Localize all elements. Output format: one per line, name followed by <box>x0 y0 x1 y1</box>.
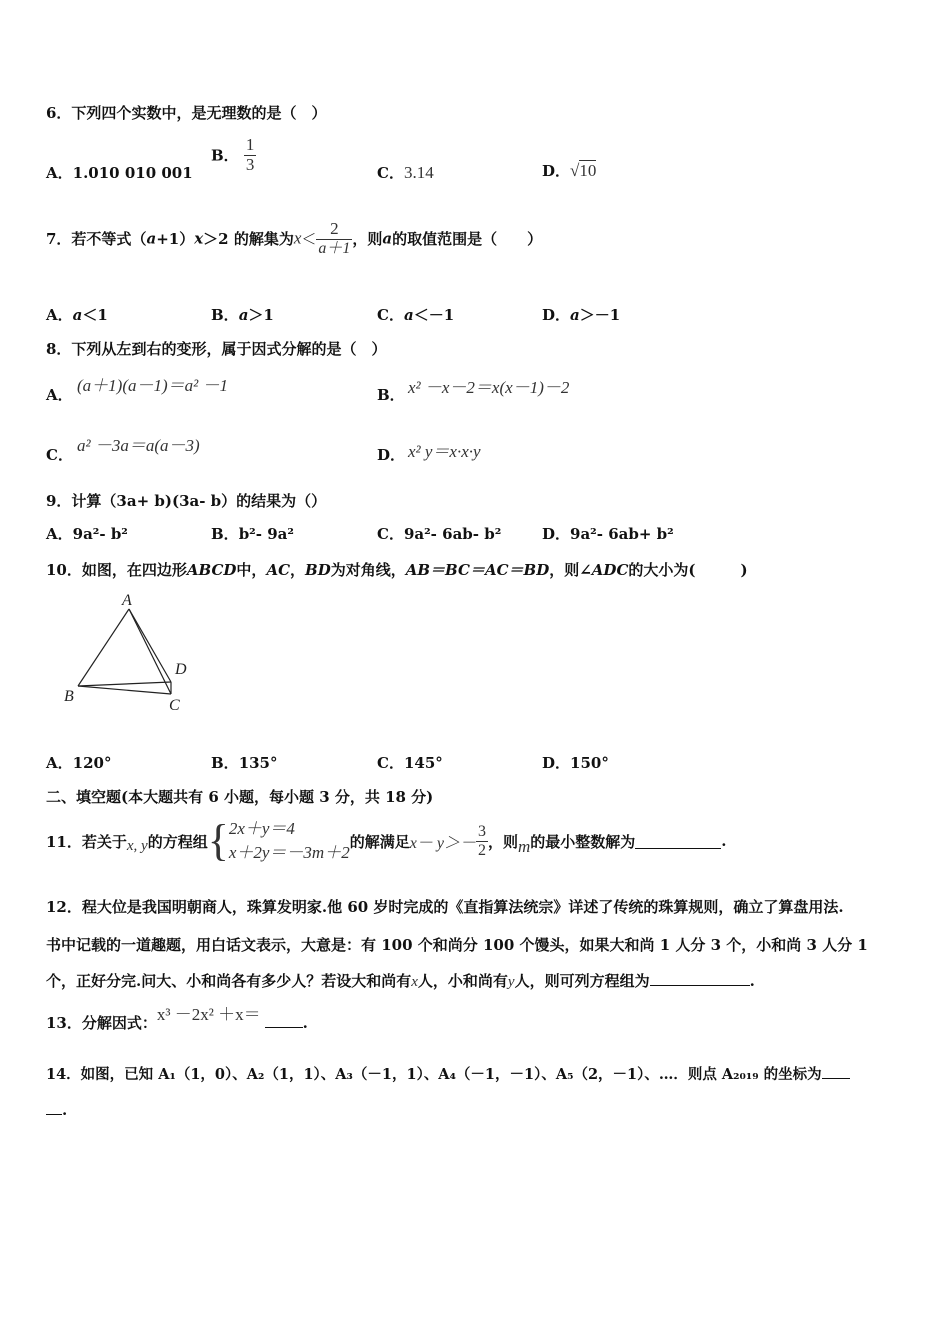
q11-condition: x－ y＞－ <box>409 834 476 852</box>
q9-option-d-value: 9a²- 6ab+ b² <box>570 525 674 543</box>
q10-label-d: D <box>175 661 187 678</box>
q11-equations <box>229 817 350 865</box>
question-9-stem: 9．计算（3a+ b)(3a- b）的结果为（） <box>46 492 327 510</box>
q7-option-b-value: ＞1 <box>248 306 274 324</box>
q11-equation-system <box>208 817 350 865</box>
q10-label-c: C <box>169 697 180 714</box>
q10-option-d-label: D． <box>542 754 571 772</box>
q7-text-5: 的取值范围是（ ） <box>392 230 543 249</box>
q10-option-c[interactable] <box>377 752 443 773</box>
q8-option-c-label[interactable]: C． <box>46 446 73 464</box>
q10-option-a-value: 120° <box>72 754 112 772</box>
q12-answer-blank[interactable] <box>650 971 750 986</box>
q7-option-b-label: B． <box>211 306 239 324</box>
q14-text: 14．如图，已知 A₁（1，0）、A₂（1，1）、A₃（－1，1）、A₄（－1，－1）、A₅（2，－1）、…．则点 A₂₀₁₉ 的坐标为 <box>46 1066 822 1083</box>
q6-option-b[interactable] <box>211 136 256 174</box>
q6-option-b-fraction <box>244 136 257 174</box>
q9-option-d-label: D． <box>542 525 571 543</box>
q7-fraction <box>316 220 352 257</box>
q10-option-d-value: 150° <box>570 754 609 772</box>
q7-text-4: ，则 <box>352 230 383 249</box>
section-2-heading: 二、填空题(本大题共有 6 小题，每小题 3 分，共 18 分) <box>46 788 434 806</box>
q10-option-c-value: 145° <box>403 754 443 772</box>
q10-quadrilateral-figure <box>58 588 198 718</box>
q7-option-c-value: ＜－1 <box>413 306 455 324</box>
q7-option-d[interactable] <box>542 304 620 325</box>
q8-option-d-expr: x² y＝x·x·y <box>408 442 481 461</box>
q11-fraction-denominator: 2 <box>477 841 486 859</box>
q9-option-a[interactable] <box>46 523 128 544</box>
q11-answer-blank[interactable] <box>635 834 721 849</box>
q10-option-a[interactable] <box>46 752 111 773</box>
q12-period: . <box>749 972 755 990</box>
q7-text-1: 7．若不等式（ <box>46 230 147 249</box>
q6-option-b-denominator: 3 <box>245 154 255 174</box>
q11-fraction-numerator: 3 <box>477 822 486 840</box>
q10-text-5: 的大小为( ) <box>628 561 748 579</box>
q7-option-a-value: ＜1 <box>82 306 108 324</box>
q10-ac: AC <box>266 561 291 579</box>
q13-text: 13．分解因式： <box>46 1014 157 1032</box>
q10-edge-bc <box>78 686 171 694</box>
q11-text-5: 的最小整数解为 <box>530 832 636 851</box>
q9-option-b-label: B． <box>211 525 239 543</box>
q9-option-c[interactable] <box>377 523 501 544</box>
q6-option-b-numerator: 1 <box>245 135 255 154</box>
q6-option-a[interactable] <box>46 162 193 183</box>
q10-option-d[interactable] <box>542 752 609 773</box>
question-8-stem: 8．下列从左到右的变形，属于因式分解的是（ ） <box>46 340 387 358</box>
q6-option-d-radicand: 10 <box>579 161 597 180</box>
q10-text-1: 10．如图，在四边形 <box>46 561 187 579</box>
q6-option-b-label: B． <box>211 146 239 165</box>
q12-line-1: 12．程大位是我国明朝商人，珠算发明家.他 60 岁时完成的《直指算法统宗》详述了传统的珠算规则，确立了算盘用法. <box>46 898 844 916</box>
q11-equation-1: 2x＋y＝4 <box>228 819 295 838</box>
q10-text-3: 为对角线， <box>330 561 406 579</box>
q8-option-a-expr: (a＋1)(a－1)＝a² －1 <box>77 376 228 395</box>
q10-option-b[interactable] <box>211 752 278 773</box>
q7-fraction-denominator: a＋1 <box>318 239 351 257</box>
q9-option-c-value: 9a²- 6ab- b² <box>403 525 502 543</box>
q11-brace-icon: { <box>207 816 229 865</box>
q9-option-b[interactable] <box>211 523 294 544</box>
q6-option-c-value: 3.14 <box>403 163 434 182</box>
q7-less-than: ＜ <box>301 230 317 249</box>
q11-text-3: 的解满足 <box>349 832 410 851</box>
q7-option-b[interactable] <box>211 304 274 325</box>
q7-option-a-label: A． <box>46 306 73 324</box>
q11-vars: x, y <box>126 837 148 854</box>
q10-equality: AB＝BC＝AC＝BD <box>405 561 550 579</box>
q9-option-b-value: b²- 9a² <box>238 525 294 543</box>
q7-option-c-label: C． <box>377 306 404 324</box>
q10-sep: ， <box>290 561 306 579</box>
q7-var-x: x <box>194 229 204 248</box>
q11-period: . <box>721 832 727 850</box>
q12-text-1: 个，正好分完.问大、小和尚各有多少人？若设大和尚有 <box>46 972 412 990</box>
q11-text-1: 11．若关于 <box>46 832 127 851</box>
q7-option-d-value: ＞－1 <box>579 306 621 324</box>
q11-text-2: 的方程组 <box>147 832 208 851</box>
q6-option-c[interactable] <box>377 162 434 183</box>
q7-text-3: ＞2 的解集为 <box>203 230 294 249</box>
q7-fraction-numerator: 2 <box>330 219 339 238</box>
q13-answer-blank[interactable] <box>265 1013 303 1028</box>
q6-option-c-label: C． <box>377 164 404 182</box>
q11-text-4: ，则 <box>487 832 518 851</box>
q7-option-d-var: a <box>570 306 580 324</box>
q11-fraction <box>476 823 488 859</box>
q12-text-2: 人，小和尚有 <box>417 972 508 990</box>
q10-abcd: ABCD <box>186 561 237 579</box>
question-13 <box>46 1005 308 1033</box>
q10-text-2: 中， <box>236 561 267 579</box>
q14-period: . <box>62 1101 68 1119</box>
q6-option-d[interactable] <box>542 160 596 181</box>
q6-option-d-label: D． <box>542 162 571 180</box>
q6-option-a-label: A． <box>46 164 73 182</box>
q10-text-4: ，则∠ <box>549 561 592 579</box>
q8-option-b-label[interactable]: B． <box>377 386 405 404</box>
q8-option-a-label[interactable]: A． <box>46 386 73 404</box>
q10-diagonal-bd <box>78 682 171 686</box>
q10-edge-ad <box>129 609 171 682</box>
q12-line-3 <box>46 970 755 991</box>
q10-label-b: B <box>64 688 74 705</box>
q7-option-a-var: a <box>72 306 83 324</box>
q10-diagonal-ac <box>129 609 171 694</box>
q7-var-a: a <box>146 229 157 248</box>
q10-bd: BD <box>305 561 331 579</box>
question-10-stem <box>46 559 748 580</box>
q12-var-x: x <box>411 974 418 990</box>
q8-option-b-expr: x² －x－2＝x(x－1)－2 <box>408 378 570 397</box>
q14-answer-blank-2[interactable] <box>46 1100 62 1115</box>
q12-text-3: 人，则可列方程组为 <box>514 972 650 990</box>
q7-option-b-var: a <box>238 306 249 324</box>
q14-line-2 <box>46 1100 67 1119</box>
q9-option-a-label: A． <box>46 525 73 543</box>
q10-option-c-label: C． <box>377 754 404 772</box>
question-14 <box>46 1063 850 1084</box>
q6-option-a-value: 1.010 010 001 <box>72 164 193 182</box>
q10-edge-ab <box>78 609 129 686</box>
question-11-stem <box>46 816 727 866</box>
q11-var-m: m <box>517 837 531 856</box>
q11-equation-2: x＋2y＝－3m＋2 <box>228 843 350 862</box>
q10-adc: ADC <box>591 561 629 579</box>
q10-option-b-label: B． <box>211 754 239 772</box>
q13-expression: x³ －2x² ＋x＝ <box>156 1005 261 1024</box>
q9-option-a-value: 9a²- b² <box>72 525 128 543</box>
q12-var-y: y <box>507 974 515 990</box>
q7-option-d-label: D． <box>542 306 571 324</box>
q7-option-c-var: a <box>403 306 414 324</box>
q7-option-c[interactable] <box>377 304 454 325</box>
q10-option-a-label: A． <box>46 754 73 772</box>
q10-label-a: A <box>122 592 132 609</box>
question-7-stem <box>46 220 542 257</box>
q9-option-c-label: C． <box>377 525 404 543</box>
q8-option-d-label[interactable]: D． <box>377 446 406 464</box>
q9-option-d[interactable] <box>542 523 674 544</box>
q13-period: . <box>302 1014 308 1032</box>
q6-sqrt-sign: √ <box>570 161 580 180</box>
q10-option-b-value: 135° <box>238 754 278 772</box>
q7-solution-x: x <box>293 228 302 248</box>
q12-line-2: 书中记载的一道趣题，用白话文表示，大意是：有 100 个和尚分 100 个馒头，如果大和尚 1 人分 3 个，小和尚 3 人分 1 <box>46 936 868 954</box>
q14-answer-blank-1[interactable] <box>822 1064 850 1079</box>
q8-option-c-expr: a² －3a＝a(a－3) <box>77 436 200 455</box>
q7-option-a[interactable] <box>46 304 108 325</box>
q7-var-a2: a <box>382 229 393 248</box>
question-6-stem: 6．下列四个实数中，是无理数的是（ ） <box>46 104 327 122</box>
q7-text-2: +1） <box>156 230 195 249</box>
